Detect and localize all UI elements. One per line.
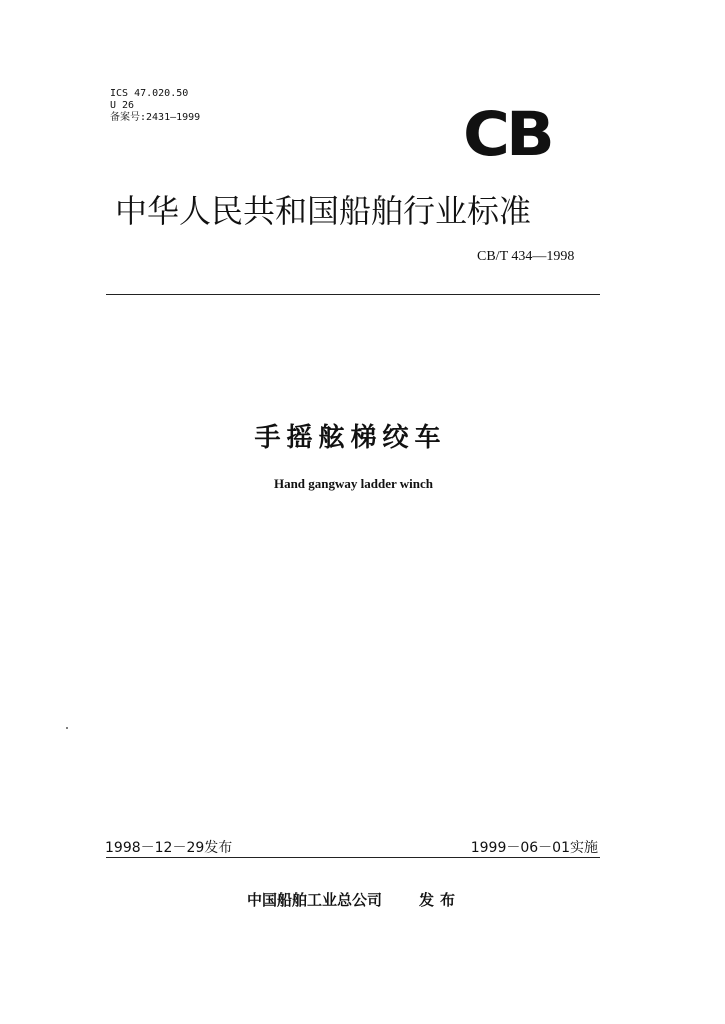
issue-date: 1998－12－29发布 xyxy=(105,840,233,856)
org-title: 中华人民共和国船舶行业标准 xyxy=(115,192,532,230)
metadata-block xyxy=(110,88,200,124)
scan-speck xyxy=(66,727,68,729)
record-number: 备案号:2431—1999 xyxy=(110,112,201,123)
document-subtitle-text: Hand gangway ladder winch xyxy=(273,476,434,491)
footer-divider xyxy=(106,857,600,858)
class-code: U 26 xyxy=(110,100,135,111)
publisher-name: 中国船舶工业总公司 xyxy=(247,891,383,909)
document-title xyxy=(0,417,725,454)
document-subtitle xyxy=(0,476,725,492)
publish-label: 发布 xyxy=(419,891,462,909)
document-title-text: 手摇舷梯绞车 xyxy=(254,423,447,453)
cb-logo: CB xyxy=(463,99,551,171)
implement-date: 1999－06－01实施 xyxy=(470,840,598,856)
ics-code: ICS 47.020.50 xyxy=(110,88,189,99)
standard-number: CB/T 434—1998 xyxy=(477,249,575,264)
header-divider xyxy=(106,294,600,295)
